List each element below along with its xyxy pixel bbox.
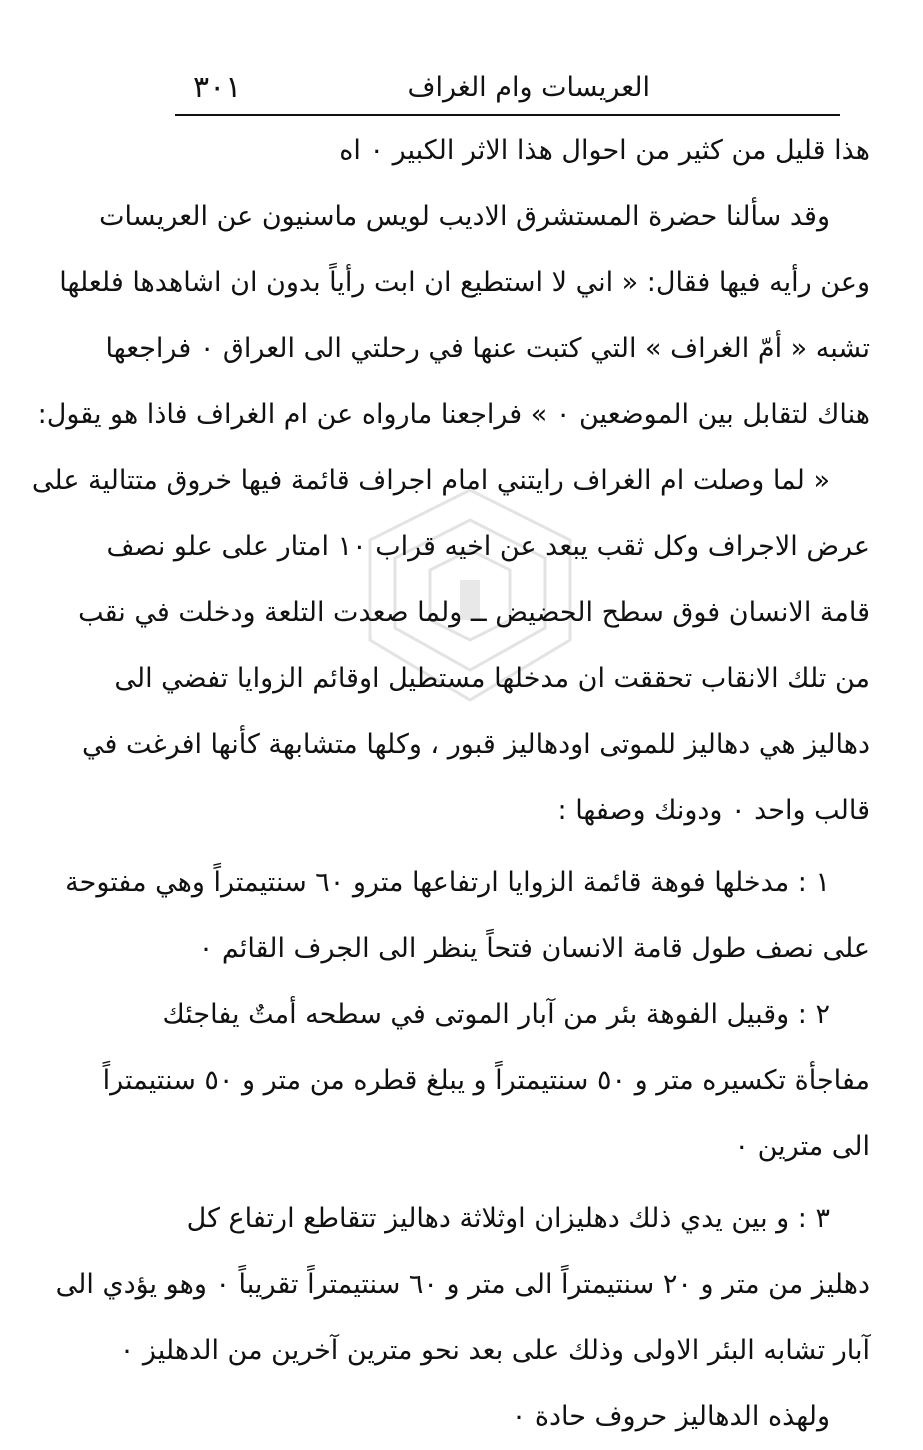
text-line: تشبه « أمّ الغراف » التي كتبت عنها في رحلتي الى العراق ٠ فراجعها bbox=[105, 333, 870, 364]
text-line: مفاجأة تكسيره متر و ٥٠ سنتيمتراً و يبلغ قطره من متر و ٥٠ سنتيمتراً bbox=[102, 1065, 870, 1096]
text-line: دهليز من متر و ٢٠ سنتيمتراً الى متر و ٦٠ سنتيمتراً تقريباً ٠ وهو يؤدي الى bbox=[55, 1269, 870, 1300]
body-text bbox=[31, 118, 870, 1450]
text-line: قامة الانسان فوق سطح الحضيض ــ ولما صعدت التلعة ودخلت في نقب bbox=[78, 597, 870, 628]
text-line: ٢ : وقبيل الفوهة بئر من آبار الموتى في سطحه أمتٌ يفاجئك bbox=[162, 999, 830, 1030]
text-line: آبار تشابه البئر الاولى وذلك على بعد نحو مترين آخرين من الدهليز ٠ bbox=[119, 1335, 870, 1366]
text-line: هذا قليل من كثير من احوال هذا الاثر الكبير ٠ اه bbox=[339, 135, 870, 166]
text-line: وقد سألنا حضرة المستشرق الاديب لويس ماسنيون عن العريسات bbox=[99, 201, 830, 232]
text-line: ١ : مدخلها فوهة قائمة الزوايا ارتفاعها مترو ٦٠ سنتيمتراً وهي مفتوحة bbox=[65, 867, 830, 898]
text-line: دهاليز هي دهاليز للموتى اودهاليز قبور ، وكلها متشابهة كأنها افرغت في bbox=[82, 729, 870, 760]
text-line: على نصف طول قامة الانسان فتحاً ينظر الى الجرف القائم ٠ bbox=[198, 933, 870, 964]
text-line: ولهذه الدهاليز حروف حادة ٠ bbox=[511, 1401, 830, 1432]
text-line: قالب واحد ٠ ودونك وصفها : bbox=[557, 795, 870, 826]
text-line: « لما وصلت ام الغراف رايتني امام اجراف قائمة فيها خروق متتالية على bbox=[31, 465, 830, 496]
page-number: ٣٠١ bbox=[193, 70, 242, 105]
text-line: من تلك الانقاب تحققت ان مدخلها مستطيل اوقائم الزوايا تفضي الى bbox=[114, 663, 870, 694]
running-title: العريسات وام الغراف bbox=[407, 72, 650, 103]
text-line: ٣ : و بين يدي ذلك دهليزان اوثلاثة دهاليز تتقاطع ارتفاع كل bbox=[186, 1203, 830, 1234]
page-header bbox=[175, 62, 840, 116]
text-line: وعن رأيه فيها فقال: « اني لا استطيع ان ابت رأياً بدون ان اشاهدها فلعلها bbox=[59, 267, 870, 298]
text-line: الى مترين ٠ bbox=[734, 1131, 870, 1162]
text-line: عرض الاجراف وكل ثقب يبعد عن اخيه قراب ١٠ امتار على علو نصف bbox=[106, 531, 870, 562]
text-line: هناك لتقابل بين الموضعين ٠ » فراجعنا مارواه عن ام الغراف فاذا هو يقول: bbox=[37, 399, 870, 430]
